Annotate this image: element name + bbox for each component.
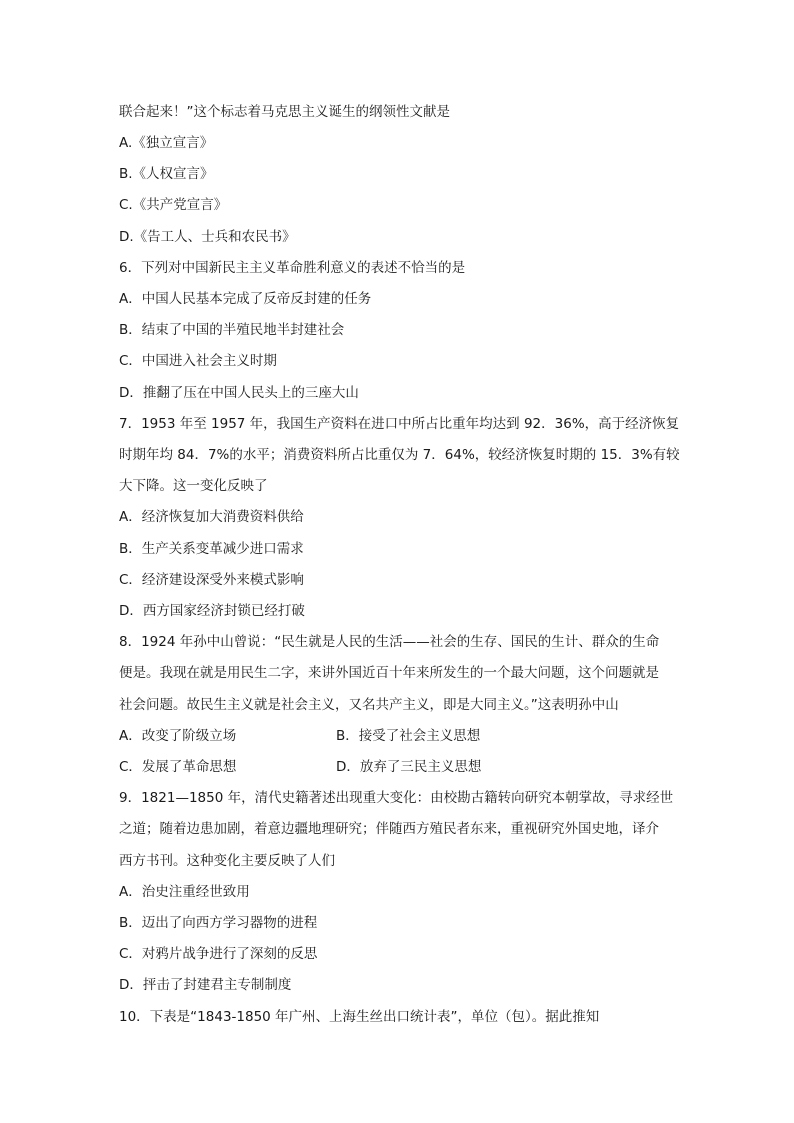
- q8-stem-line-2: 便是。我现在就是用民生二字，来讲外国近百十年来所发生的一个最大问题，这个问题就是: [119, 665, 659, 681]
- q7-option-d: D．西方国家经济封锁已经打破: [119, 603, 305, 619]
- q6-option-d: D．推翻了压在中国人民头上的三座大山: [119, 385, 359, 401]
- q9-stem-line-1: 9．1821—1850 年，清代史籍著述出现重大变化：由校勘古籍转向研究本朝掌故，寻求经世: [119, 790, 674, 806]
- q9-stem-line-3: 西方书刊。这种变化主要反映了人们: [119, 853, 335, 869]
- q8-option-c: C．发展了革命思想: [119, 759, 237, 775]
- q6-option-a: A．中国人民基本完成了反帝反封建的任务: [119, 291, 372, 307]
- q10-stem: 10．下表是“1843-1850 年广州、上海生丝出口统计表”，单位（包）。据此推知: [119, 1009, 600, 1025]
- q5-option-c: C.《共产党宣言》: [119, 197, 228, 213]
- q9-option-c: C．对鸦片战争进行了深刻的反思: [119, 946, 318, 962]
- q7-stem-line-2: 时期年均 84．7%的水平；消费资料所占比重仅为 7．64%，较经济恢复时期的 15．3%有较: [119, 447, 680, 463]
- q7-option-c: C．经济建设深受外来模式影响: [119, 572, 304, 588]
- q8-option-a: A．改变了阶级立场: [119, 728, 237, 744]
- q7-option-b: B．生产关系变革减少进口需求: [119, 541, 304, 557]
- q5-stem-continuation: 联合起来！”这个标志着马克思主义诞生的纲领性文献是: [119, 104, 450, 120]
- q5-option-d: D.《告工人、士兵和农民书》: [119, 229, 296, 245]
- q5-option-a: A.《独立宣言》: [119, 135, 214, 151]
- q6-option-c: C．中国进入社会主义时期: [119, 353, 277, 369]
- q9-option-a: A．治史注重经世致用: [119, 884, 250, 900]
- q7-stem-line-1: 7．1953 年至 1957 年，我国生产资料在进口中所占比重年均达到 92．36%，高于经济恢复: [119, 416, 680, 432]
- q8-stem-line-3: 社会问题。故民生主义就是社会主义，又名共产主义，即是大同主义。”这表明孙中山: [119, 697, 619, 713]
- q6-option-b: B．结束了中国的半殖民地半封建社会: [119, 322, 345, 338]
- q8-option-b: B．接受了社会主义思想: [336, 728, 481, 744]
- q6-stem: 6．下列对中国新民主主义革命胜利意义的表述不恰当的是: [119, 260, 466, 276]
- q9-option-d: D．抨击了封建君主专制制度: [119, 977, 292, 993]
- q7-stem-line-3: 大下降。这一变化反映了: [119, 478, 268, 494]
- q9-option-b: B．迈出了向西方学习器物的进程: [119, 915, 318, 931]
- q7-option-a: A．经济恢复加大消费资料供给: [119, 509, 304, 525]
- q5-option-b: B.《人权宣言》: [119, 166, 214, 182]
- q9-stem-line-2: 之道；随着边患加剧，着意边疆地理研究；伴随西方殖民者东来，重视研究外国史地，译介: [119, 821, 659, 837]
- q8-stem-line-1: 8．1924 年孙中山曾说：“民生就是人民的生活——社会的生存、国民的生计、群众的生命: [119, 634, 660, 650]
- q8-option-d: D．放弃了三民主义思想: [336, 759, 482, 775]
